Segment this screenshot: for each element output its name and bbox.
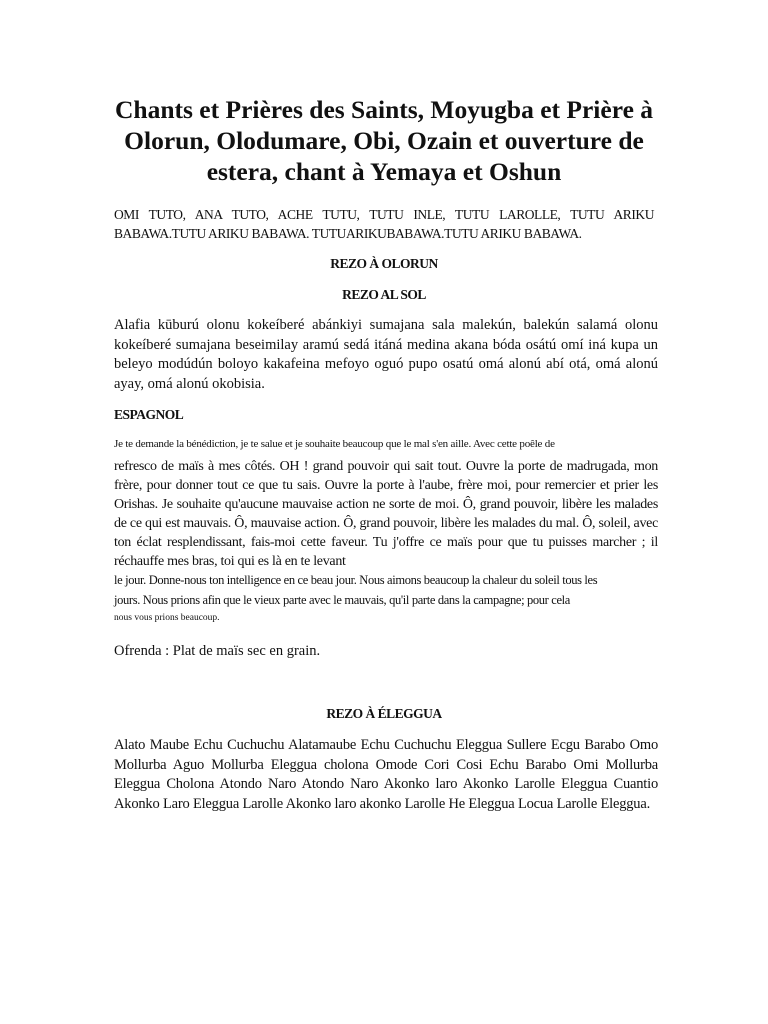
offering-line: Ofrenda : Plat de maïs sec en grain.	[114, 643, 321, 659]
eleggua-prayer: Alato Maube Echu Cuchuchu Alatamaube Echu Cuchuchu Eleggua Sullere Ecgu Barabo Omo Mollurba Aguo Mollurba Eleggua cholona Omode Cori Cosi Echu Barabo Omi Mollurba Eleggua Cholona Atondo Naro Atondo Naro Akonko laro Akonko Larolle Eleggua Cuantio Akonko Laro Eleggua Larolle Akonko laro akonko Larolle He Eleggua Locua Larolle Eleggua.	[114, 737, 658, 812]
eleggua-heading: REZO À ÉLEGGUA	[326, 706, 442, 721]
intro-chant: OMI TUTO, ANA TUTO, ACHE TUTU, TUTU INLE, TUTU LAROLLE, TUTU ARIKU BABAWA.TUTU ARIKU BABAWA. TUTUARIKUBABAWA.TUTU ARIKU BABAWA.	[114, 207, 654, 241]
espagnol-first-line: Je te demande la bénédiction, je te salue et je souhaite beaucoup que le mal s'en aille. Avec cette poêle de	[114, 438, 555, 450]
document-title: Chants et Prières des Saints, Moyugba et Prière à Olorun, Olodumare, Obi, Ozain et ouverture de estera, chant à Yemaya et Oshun	[114, 95, 654, 186]
sun-subheading: REZO AL SOL	[342, 287, 426, 302]
olorun-prayer: Alafia kūburú olonu kokeíberé abánkiyi sumajana sala malekún, balekún salamá olonu kokeíberé sumajana beseimilay aramú sedá itáná medina akana bóda osátú omí iná kupa un beleyo modúdún boloyo kakafeina mefoyo oguó pupo osatú omá alonú abí otá, omá alonú ayay, omá alonú okobisia.	[114, 317, 658, 392]
espagnol-tail-line-2: jours. Nous prions afin que le vieux parte avec le mauvais, qu'il parte dans la campagne; pour cela	[114, 593, 570, 607]
espagnol-heading: ESPAGNOL	[114, 407, 184, 422]
olorun-heading: REZO À OLORUN	[330, 256, 438, 271]
espagnol-tail-line-1: le jour. Donne-nous ton intelligence en ce beau jour. Nous aimons beaucoup la chaleur du soleil tous les	[114, 573, 598, 587]
espagnol-tail-line-3: nous vous prions beaucoup.	[114, 613, 220, 623]
espagnol-body: refresco de maïs à mes côtés. OH ! grand pouvoir qui sait tout. Ouvre la porte de madrugada, mon frère, pour donner tout ce que tu sais. Ouvre la porte à l'aube, frère moi, pour remercier et prier les Orishas. Je souhaite qu'aucune mauvaise action ne sorte de moi. Ô, grand pouvoir, libère les malades de ce qui est mauvais. Ô, mauvaise action. Ô, grand pouvoir, libère les malades du mal. Ô, soleil, avec ton éclat resplendissant, fais-moi cette faveur. Tu j'offre ce maïs pour que tu puisses marcher ; il réchauffe mes bras, toi qui es là en te levant	[114, 459, 658, 569]
